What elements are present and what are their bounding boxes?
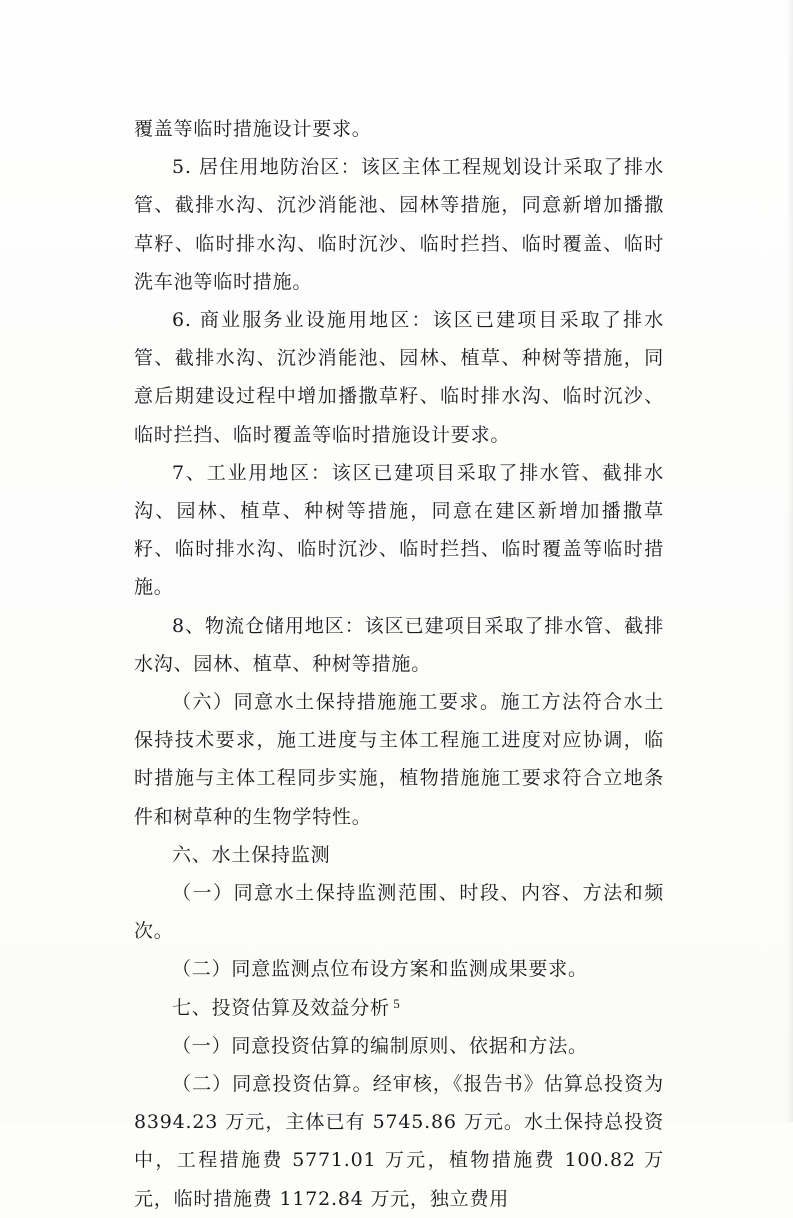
paragraph: （二）同意投资估算。经审核，《报告书》估算总投资为 8394.23 万元，主体已有 5745.86 万元。水土保持总投资中，工程措施费 5771.01 万元，植物措施费 100.82 万元，临时措施费 1172.84 万元，独立费用 bbox=[134, 1073, 664, 1210]
paragraph: （一）同意水土保持监测范围、时段、内容、方法和频次。 bbox=[134, 882, 664, 943]
page-number: 5 bbox=[393, 996, 400, 1011]
section-heading: 六、水土保持监测 bbox=[172, 843, 331, 866]
paragraph: （一）同意投资估算的编制原则、依据和方法。 bbox=[172, 1034, 588, 1057]
document-body bbox=[134, 110, 664, 1218]
paragraph: 7、工业用地区：该区已建项目采取了排水管、截排水沟、园林、植草、种树等措施，同意在建区新增加播撒草籽、临时排水沟、临时沉沙、临时拦挡、临时覆盖等临时措施。 bbox=[134, 461, 664, 599]
section-heading: 七、投资估算及效益分析 bbox=[172, 996, 390, 1019]
paragraph: （二）同意监测点位布设方案和监测成果要求。 bbox=[172, 958, 588, 981]
paragraph: 8、物流仓储用地区：该区已建项目采取了排水管、截排水沟、园林、植草、种树等措施。 bbox=[134, 614, 664, 675]
paragraph: 覆盖等临时措施设计要求。 bbox=[134, 118, 372, 140]
scan-edge bbox=[787, 0, 793, 1122]
paragraph: 5. 居住用地防治区：该区主体工程规划设计采取了排水管、截排水沟、沉沙消能池、园林等措施，同意新增加播撒草籽、临时排水沟、临时沉沙、临时拦挡、临时覆盖、临时洗车池等临时措施。 bbox=[134, 156, 664, 293]
paragraph: （六）同意水土保持措施施工要求。施工方法符合水土保持技术要求，施工进度与主体工程施工进度对应协调，临时措施与主体工程同步实施，植物措施施工要求符合立地条件和树草种的生物学特性。 bbox=[134, 691, 664, 828]
paragraph: 6. 商业服务业设施用地区：该区已建项目采取了排水管、截排水沟、沉沙消能池、园林、植草、种树等措施，同意后期建设过程中增加播撒草籽、临时排水沟、临时沉沙、临时拦挡、临时覆盖等临时措施设计要求。 bbox=[134, 309, 664, 446]
